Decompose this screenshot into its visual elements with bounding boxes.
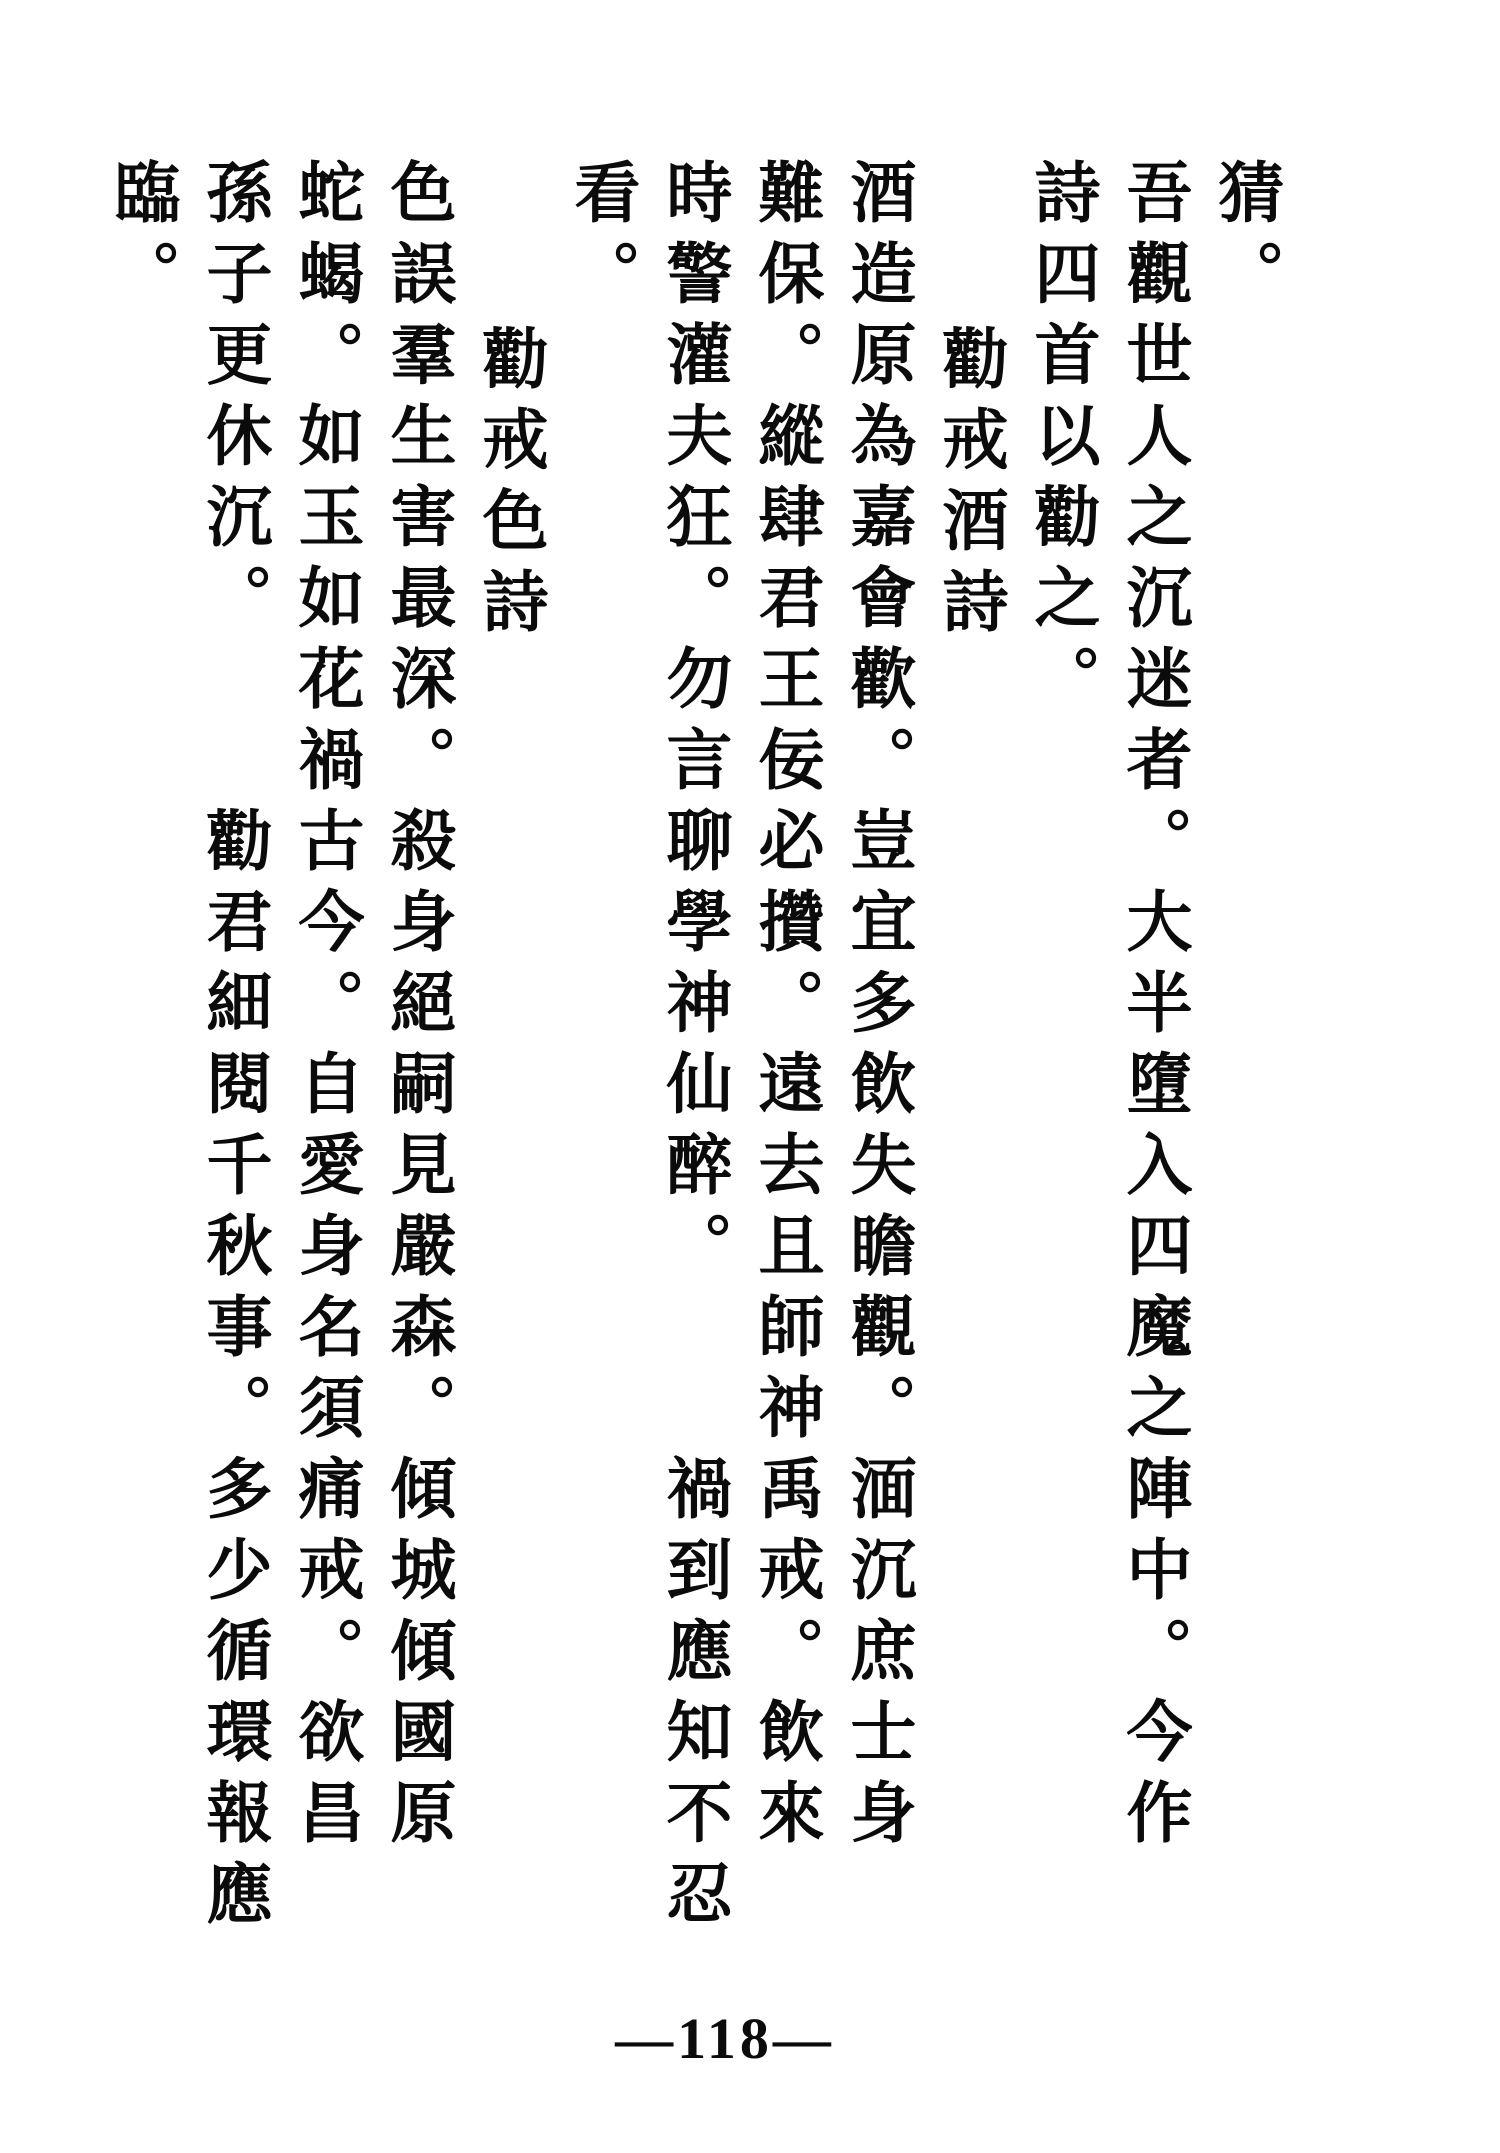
text-column [738,158,830,1973]
text-column [1106,158,1198,1973]
text-column [94,158,186,1973]
column-text: 看。 [564,158,637,320]
text-block [92,158,1290,1973]
column-text: 吾觀世人之沉迷者。大半墮入四魔之陣中。今作 [1116,158,1189,1859]
column-text: 色誤羣生害最深。殺身絕嗣見嚴森。傾城傾國原 [380,158,453,1859]
poem-title-column [462,158,554,1973]
page-number: —118— [615,2006,835,2071]
column-text: 臨。 [104,158,177,320]
column-text: 勸君細閱千秋事。多少循環報應 [196,806,269,1940]
column-text: 難保。縱肆君王佞必攢。遠去且師神禹戒。飲來 [748,158,821,1859]
column-text: 孫子更休沉。 [196,158,269,644]
column-text: 猜。 [1208,158,1281,320]
column-text: 時警灌夫狂。勿言聊學神仙醉。 [656,158,729,1292]
text-column [830,158,922,1973]
text-column [186,158,278,1973]
column-text: 詩四首以勸之。 [1024,158,1097,725]
text-column [1198,158,1290,1973]
text-column [646,158,738,1973]
column-text: 蛇蝎。如玉如花禍古今。自愛身名須痛戒。欲昌 [288,158,361,1859]
poem-title-column [922,158,1014,1973]
text-column [1014,158,1106,1973]
text-column [554,158,646,1973]
column-text: 酒造原為嘉會歡。豈宜多飲失瞻觀。湎沉庶士身 [840,158,913,1859]
column-text: 勸戒酒詩 [932,324,1005,648]
text-column [278,158,370,1973]
text-column [370,158,462,1973]
column-text: 勸戒色詩 [472,324,545,648]
column-text: 禍到應知不忍 [656,1454,729,1940]
